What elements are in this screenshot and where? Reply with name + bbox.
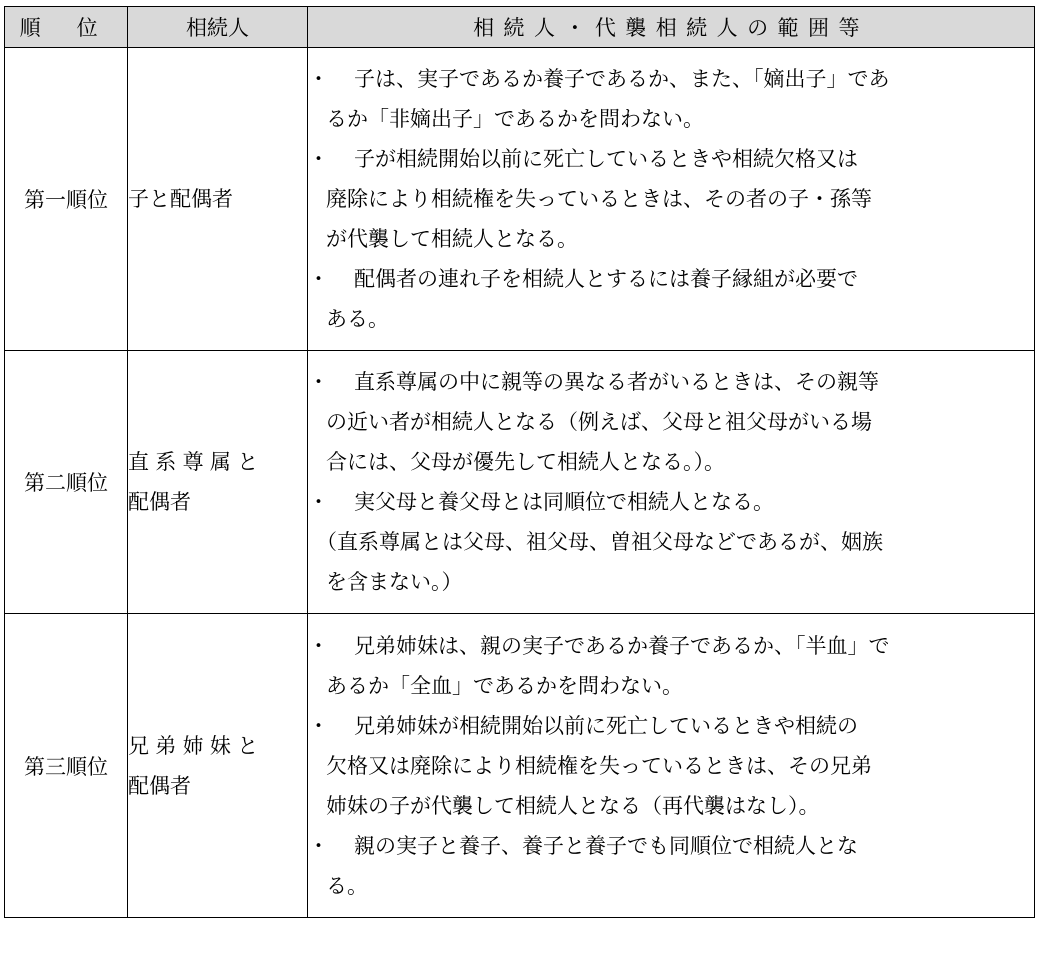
bullet-icon: ・ (308, 147, 329, 171)
header-heir: 相続人 (128, 7, 308, 48)
rank-cell: 第一順位 (5, 48, 128, 351)
scope-cell (308, 614, 1035, 918)
scope-text: 兄弟姉妹は、親の実子であるか養子であるか、「半血」で (354, 633, 890, 658)
scope-line: の近い者が相続人となる（例えば、父母と祖父母がいる場 (326, 410, 872, 434)
header-scope: 相続人・代襲相続人の範囲等 (308, 7, 1035, 48)
scope-cell (308, 351, 1035, 614)
scope-line (308, 706, 1034, 746)
table-row-third-rank (5, 614, 1035, 918)
bullet-icon: ・ (308, 833, 329, 858)
scope-text: 子が相続開始以前に死亡しているときや相続欠格又は (354, 147, 858, 171)
bullet-icon: ・ (308, 490, 329, 514)
header-row (5, 7, 1035, 48)
scope-line: が代襲して相続人となる。 (326, 227, 578, 251)
bullet-icon: ・ (308, 67, 329, 91)
scope-line (308, 362, 1034, 402)
bullet-icon: ・ (308, 713, 329, 738)
heir-cell (128, 48, 308, 351)
table-row-second-rank (5, 351, 1035, 614)
heir-cell (128, 351, 308, 614)
scope-line (308, 482, 1034, 522)
heir-line: 配偶者 (128, 773, 191, 798)
heir-line: 直系尊属と (128, 450, 265, 474)
inheritance-order-table (4, 6, 1035, 918)
scope-line: 欠格又は廃除により相続権を失っているときは、その兄弟 (326, 753, 872, 778)
table-row-first-rank (5, 48, 1035, 351)
scope-line: を含まない。） (326, 570, 463, 594)
scope-line: あるか「全血」であるかを問わない。 (326, 673, 683, 698)
scope-line: ある。 (326, 307, 389, 331)
scope-line: 合には、父母が優先して相続人となる。）。 (326, 450, 725, 474)
heir-cell (128, 614, 308, 918)
heir-line: 配偶者 (128, 490, 191, 514)
rank-cell: 第二順位 (5, 351, 128, 614)
scope-text: 親の実子と養子、養子と養子でも同順位で相続人とな (354, 833, 858, 858)
bullet-icon: ・ (308, 633, 329, 658)
scope-text: 子は、実子であるか養子であるか、また、「嫡出子」であ (354, 67, 890, 91)
scope-line (308, 139, 1034, 179)
scope-line: 廃除により相続権を失っているときは、その者の子・孫等 (326, 187, 872, 211)
scope-line (308, 826, 1034, 866)
scope-line: 姉妹の子が代襲して相続人となる（再代襲はなし）。 (326, 793, 820, 818)
heir-line: 子と配偶者 (128, 187, 233, 211)
scope-line (308, 626, 1034, 666)
header-rank: 順 位 (5, 7, 128, 48)
scope-text: 配偶者の連れ子を相続人とするには養子縁組が必要で (354, 267, 858, 291)
bullet-icon: ・ (308, 370, 329, 394)
scope-text: 実父母と養父母とは同順位で相続人となる。 (354, 490, 774, 514)
scope-line: る。 (326, 873, 368, 898)
scope-line: るか「非嫡出子」であるかを問わない。 (326, 107, 704, 131)
rank-cell: 第三順位 (5, 614, 128, 918)
scope-line (308, 59, 1034, 99)
bullet-icon: ・ (308, 267, 329, 291)
scope-line (308, 259, 1034, 299)
scope-cell (308, 48, 1035, 351)
scope-text: 直系尊属の中に親等の異なる者がいるときは、その親等 (354, 370, 879, 394)
scope-line: （直系尊属とは父母、祖父母、曽祖父母などであるが、姻族 (316, 530, 883, 554)
scope-text: 兄弟姉妹が相続開始以前に死亡しているときや相続の (354, 713, 858, 738)
heir-line: 兄弟姉妹と (128, 733, 265, 758)
